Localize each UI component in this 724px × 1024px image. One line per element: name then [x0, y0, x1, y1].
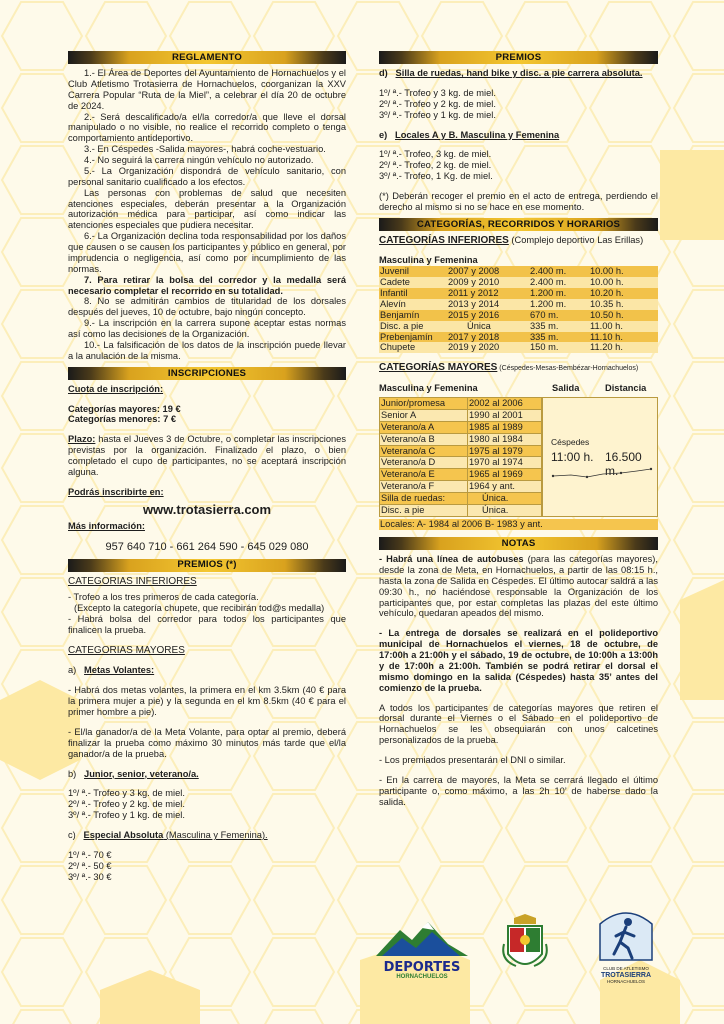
masc-fem-label: Masculina y Femenina — [379, 383, 478, 393]
cuota-mayores: Categorías mayores: 19 € — [68, 403, 181, 414]
inferiores-table — [379, 266, 658, 353]
inferiores-heading — [379, 235, 658, 247]
deportes-logo-sub: HORNACHUELOS — [396, 973, 448, 980]
junior-heading — [68, 769, 346, 780]
table-cell: Chupete — [379, 342, 447, 353]
table-cell: 10.00 h. — [589, 266, 658, 277]
table-cell: Infantil — [379, 288, 447, 299]
table-row — [380, 409, 542, 421]
reglamento-item: 4.- No seguirá la carrera ningún vehículo no autorizado. — [84, 155, 314, 165]
table-row — [380, 457, 542, 469]
table-cell: Prebenjamín — [379, 332, 447, 343]
nota-dni: - Los premiados presentarán el DNI o similar. — [379, 755, 566, 765]
premios-header: PREMIOS (*) — [68, 559, 346, 572]
locales-row: Locales: A- 1984 al 2006 B- 1983 y ant. — [379, 519, 658, 530]
absoluta-heading — [68, 830, 346, 841]
inferiores-line: - Trofeo a los tres primeros de cada categoría. — [68, 592, 259, 603]
mayores-heading — [379, 362, 658, 374]
table-cell: 2009 y 2010 — [447, 277, 529, 288]
table-cell: 2.400 m. — [529, 277, 589, 288]
section-letter: a) — [68, 665, 77, 676]
section-letter: e) — [379, 129, 388, 140]
reglamento-item: 6.- La Organización declina toda responsabilidad por los daños que causen o se causen los participantes y público en general, por imprudencia o negligencia, así como por incumplimiento de las normas. — [68, 231, 346, 274]
table-cell: 1.200 m. — [529, 299, 589, 310]
table-cell: 1965 al 1969 — [468, 469, 542, 481]
table-cell: Única. — [468, 493, 542, 505]
prize-line: 3º/ ª.- Trofeo, 1 Kg. de miel. — [379, 171, 493, 182]
table-cell: Única. — [468, 504, 542, 516]
table-row — [379, 310, 658, 321]
metas-volantes-text: - Habrá dos metas volantes, la primera en el km 3.5km (40 € para la primera mujer a pie) y la segunda en el km 8.5km (40 € para el primer hombre a pie). — [68, 685, 346, 718]
table-cell: 2017 y 2018 — [447, 332, 529, 343]
table-cell: 10.20 h. — [589, 288, 658, 299]
table-row — [380, 493, 542, 505]
reglamento-header: REGLAMENTO — [68, 51, 346, 64]
table-cell: Alevín — [379, 299, 447, 310]
town-crest-icon — [500, 914, 550, 976]
deportes-logo — [372, 918, 472, 980]
masc-fem-label: Masculina y Femenina — [379, 255, 478, 266]
table-cell: Veterano/a E — [380, 469, 468, 481]
nota-bus-body: (para las categorías mayores), desde la zona de Meta, en Hornachuelos, a partir de las 08:15 h., hasta la zona de Salida en Céspedes. El último autocar saldrá a las 09:30 h., no haciéndose responsable la Organización de los participantes que, por estar completas las plazas del este último vehículo, quedaran apeados del mismo. — [379, 554, 658, 619]
mas-info-heading: Más información: — [68, 520, 145, 531]
prize-line: 1º/ ª.- 70 € — [68, 849, 112, 860]
premios-note: (*) Deberán recoger el premio en el acto de entrega, perdiendo el derecho al mismo si no se hace en ese momento. — [379, 191, 658, 212]
table-cell: 335 m. — [529, 321, 589, 332]
table-cell: 1980 al 1984 — [468, 433, 542, 445]
table-row — [380, 398, 542, 410]
route-profile-icon — [551, 466, 655, 480]
table-row — [380, 504, 542, 516]
table-row — [379, 277, 658, 288]
prize-line: 2º/ ª.- Trofeo y 2 kg. de miel. — [379, 98, 496, 109]
premios-header: PREMIOS — [379, 51, 658, 64]
plazo-body: hasta el Jueves 3 de Octubre, o completar las inscripciones previstas por la organización. Finalizado el plazo, o bien completado el cupo de participantes, no se aceptará inscripción alguna. — [68, 434, 346, 477]
trotasierra-logo — [594, 908, 658, 986]
table-cell: 1970 al 1974 — [468, 457, 542, 469]
table-cell: Veterano/a D — [380, 457, 468, 469]
table-cell: Disc. a pie — [379, 321, 447, 332]
reglamento-item: 9.- La inscripción en la carrera supone aceptar estas normas así como las decisiones de la Organización. — [68, 318, 346, 339]
reglamento-item: 10.- La falsificación de los datos de la inscripción puede llevar a la anulación de la misma. — [68, 339, 346, 361]
section-title: Silla de ruedas, hand bike y disc. a pie carrera absoluta. — [395, 68, 643, 78]
mayores-table — [379, 397, 542, 517]
club-line-1: CLUB DE ATLETISMO — [603, 965, 649, 971]
table-cell: 1964 y ant. — [468, 481, 542, 493]
table-cell: 2011 y 2012 — [447, 288, 529, 299]
reglamento-item: 2.- Será descalificado/a el/la corredor/a que lleve el dorsal manipulado o no visible, no realice el recorrido completo o tenga comportamiento antideportivo. — [68, 111, 346, 144]
inferiores-line: (Excepto la categoría chupete, que recibirán tod@s medalla) — [74, 603, 325, 614]
plazo-text — [68, 434, 346, 478]
inferiores-line: - Habrá bolsa del corredor para todos los participantes que finalicen la prueba. — [68, 614, 346, 635]
section-letter: b) — [68, 768, 77, 779]
section-subtitle: (Céspedes-Mesas-Bembézar-Hornachuelos) — [497, 365, 639, 373]
table-cell: 2.400 m. — [529, 266, 589, 277]
table-cell: 10.50 h. — [589, 310, 658, 321]
notas-header: NOTAS — [379, 537, 658, 550]
inferiores-heading: CATEGORIAS INFERIORES — [68, 575, 197, 587]
prize-line: 1º/ ª.- Trofeo y 3 kg. de miel. — [379, 87, 496, 98]
table-cell: 2013 y 2014 — [447, 299, 529, 310]
prize-line: 3º/ ª.- Trofeo y 1 kg. de miel. — [68, 810, 185, 821]
distance-value: 16.500 m. — [605, 450, 642, 479]
sponsor-logos — [372, 908, 662, 988]
table-cell: 11.20 h. — [589, 342, 658, 353]
club-line-2: TROTASIERRA — [600, 971, 652, 979]
table-row — [379, 299, 658, 310]
section-letter: c) — [68, 830, 76, 841]
table-cell: 335 m. — [529, 332, 589, 343]
table-cell: 11.10 h. — [589, 332, 658, 343]
cuota-menores: Categorías menores: 7 € — [68, 414, 176, 425]
table-cell: Juvenil — [379, 266, 447, 277]
mayores-heading: CATEGORIAS MAYORES — [68, 644, 185, 656]
salida-box — [542, 397, 658, 517]
inscripciones-header: INSCRIPCIONES — [68, 367, 346, 380]
section-subtitle: (Masculina y Femenina). — [163, 830, 268, 841]
table-cell: 1975 al 1979 — [468, 445, 542, 457]
table-cell: Única — [447, 321, 529, 332]
prize-line: 1º/ ª.- Trofeo y 3 kg. de miel. — [68, 788, 185, 799]
table-row — [379, 342, 658, 353]
table-row — [379, 266, 658, 277]
table-cell: 10.00 h. — [589, 277, 658, 288]
cespedes-label: Céspedes — [551, 437, 590, 447]
table-cell: Junior/promesa — [380, 398, 468, 410]
table-cell: 1985 al 1989 — [468, 421, 542, 433]
table-cell: 1990 al 2001 — [468, 409, 542, 421]
left-column — [68, 51, 346, 883]
deportes-logo-text: DEPORTES — [383, 959, 461, 975]
table-cell: 150 m. — [529, 342, 589, 353]
table-cell: Veterano/a A — [380, 421, 468, 433]
table-cell: Disc. a pie — [380, 504, 468, 516]
mayores-table-block — [379, 383, 658, 529]
prize-line: 3º/ ª.- Trofeo y 1 kg. de miel. — [379, 109, 496, 120]
table-cell: 2015 y 2016 — [447, 310, 529, 321]
prize-line: 3º/ ª.- 30 € — [68, 871, 112, 882]
table-cell: 1.200 m. — [529, 288, 589, 299]
table-row — [380, 469, 542, 481]
reglamento-item: 7. Para retirar la bolsa del corredor y la medalla será necesario completar el recorrido en su totalidad. — [68, 274, 346, 296]
distancia-label: Distancia — [605, 383, 647, 393]
silla-heading — [379, 68, 658, 79]
section-title: Locales A y B. Masculina y Femenina — [395, 129, 560, 140]
prize-line: 1º/ ª.- Trofeo, 3 kg. de miel. — [379, 149, 492, 160]
website-link[interactable]: www.trotasierra.com — [142, 501, 272, 517]
table-cell: Senior A — [380, 409, 468, 421]
table-cell: 2002 al 2006 — [468, 398, 542, 410]
table-cell: Silla de ruedas: — [380, 493, 468, 505]
table-cell: 10.35 h. — [589, 299, 658, 310]
section-title: Especial Absoluta — [83, 830, 164, 841]
runner-icon — [594, 908, 658, 964]
cuota-heading: Cuota de inscripción: — [68, 383, 164, 394]
table-row — [380, 433, 542, 445]
table-cell: Cadete — [379, 277, 447, 288]
table-cell: 670 m. — [529, 310, 589, 321]
table-row — [380, 445, 542, 457]
prize-line: 2º/ ª.- Trofeo, 2 kg. de miel. — [379, 160, 492, 171]
metas-volantes-heading — [68, 665, 346, 676]
table-row — [380, 481, 542, 493]
table-cell: Benjamín — [379, 310, 447, 321]
nota-calcetines: A todos los participantes de categorías mayores que retiren el dorsal durante el Viernes o el Sábado en el polideportivo de Hornachuelos se les obsequiarán con unos calcetines personalizados de la prueba. — [379, 702, 658, 746]
table-row — [380, 421, 542, 433]
nota-bus-lead: - Habrá una línea de autobuses — [379, 554, 524, 564]
table-cell: Veterano/a C — [380, 445, 468, 457]
locales-heading — [379, 130, 658, 141]
table-cell: 2007 y 2008 — [447, 266, 529, 277]
nota-bus — [379, 554, 658, 619]
prize-line: 2º/ ª.- 50 € — [68, 860, 112, 871]
categorias-header: CATEGORÍAS, RECORRIDOS Y HORARIOS — [379, 218, 658, 231]
table-cell: Veterano/a B — [380, 433, 468, 445]
reglamento-item: Las personas con problemas de salud que necesiten atenciones especiales, deberán presentar a la Organización autorización médica para participar, así como indicar las atenciones especiales que pudiera necesitar. — [68, 187, 346, 231]
reglamento-item: 1.- El Área de Deportes del Ayuntamiento de Hornachuelos y el Club Atletismo Trotasierra de Hornachuelos, coorganizan la XXV Carrera Popular “Ruta de la Miel”, a celebrar el día 20 de octubre de 2024. — [68, 68, 346, 111]
nota-meta: - En la carrera de mayores, la Meta se cerrará llegado el último participante o, como máximo, a las 2h 10’ de haberse dado la salida. — [379, 774, 658, 807]
table-row — [379, 321, 658, 332]
salida-time: 11:00 h. — [551, 450, 594, 464]
table-cell: 11.00 h. — [589, 321, 658, 332]
podras-heading: Podrás inscribirte en: — [68, 486, 164, 497]
reglamento-item: 3.- En Céspedes -Salida mayores-, habrá coche-vestuario. — [84, 144, 326, 155]
club-line-3: HORNACHUELOS — [606, 978, 645, 984]
section-subtitle: (Complejo deportivo Las Erillas) — [508, 234, 644, 245]
metas-volantes-text: - El/la ganador/a de la Meta Volante, para optar al premio, deberá finalizar la prueba como máximo 30 minutos más tarde que el/la ganador/a de la prueba. — [68, 726, 346, 759]
mayores-table-header — [379, 383, 658, 396]
table-cell: Veterano/a F — [380, 481, 468, 493]
nota-dorsales: - La entrega de dorsales se realizará en el polideportivo municipal de Hornachuelos el viernes, 18 de octubre, de 17:00h a 21:00h y el sábado, 19 de octubre, de 10:00h a 13:00h y de 17:00h a 21:00h. También se podrá retirar el dorsal el mismo domingo en la salida (Céspedes) hasta 35’ antes del comienzo de la prueba. — [379, 628, 658, 693]
prize-line: 2º/ ª.- Trofeo y 2 kg. de miel. — [68, 799, 185, 810]
section-title: Junior, senior, veterano/a. — [84, 768, 199, 779]
section-title: CATEGORÍAS INFERIORES — [379, 234, 509, 246]
table-cell: 2019 y 2020 — [447, 342, 529, 353]
table-row — [379, 332, 658, 343]
section-title: CATEGORÍAS MAYORES — [379, 362, 498, 374]
plazo-label: Plazo: — [68, 434, 96, 445]
phone-numbers: 957 640 710 - 661 264 590 - 645 029 080 — [105, 540, 309, 553]
section-letter: d) — [379, 68, 388, 78]
reglamento-item: 5.- La Organización dispondrá de vehículo sanitario, con personal sanitario cualificado a los efectos. — [68, 165, 346, 187]
reglamento-item: 8. No se admitirán cambios de titularidad de los dorsales después del jueves, 10 de octubre, bajo ningún concepto. — [68, 296, 346, 318]
table-row — [379, 288, 658, 299]
mountain-icon — [372, 918, 472, 958]
salida-label: Salida — [552, 383, 580, 393]
section-title: Metas Volantes: — [84, 665, 155, 676]
right-column — [379, 51, 658, 808]
